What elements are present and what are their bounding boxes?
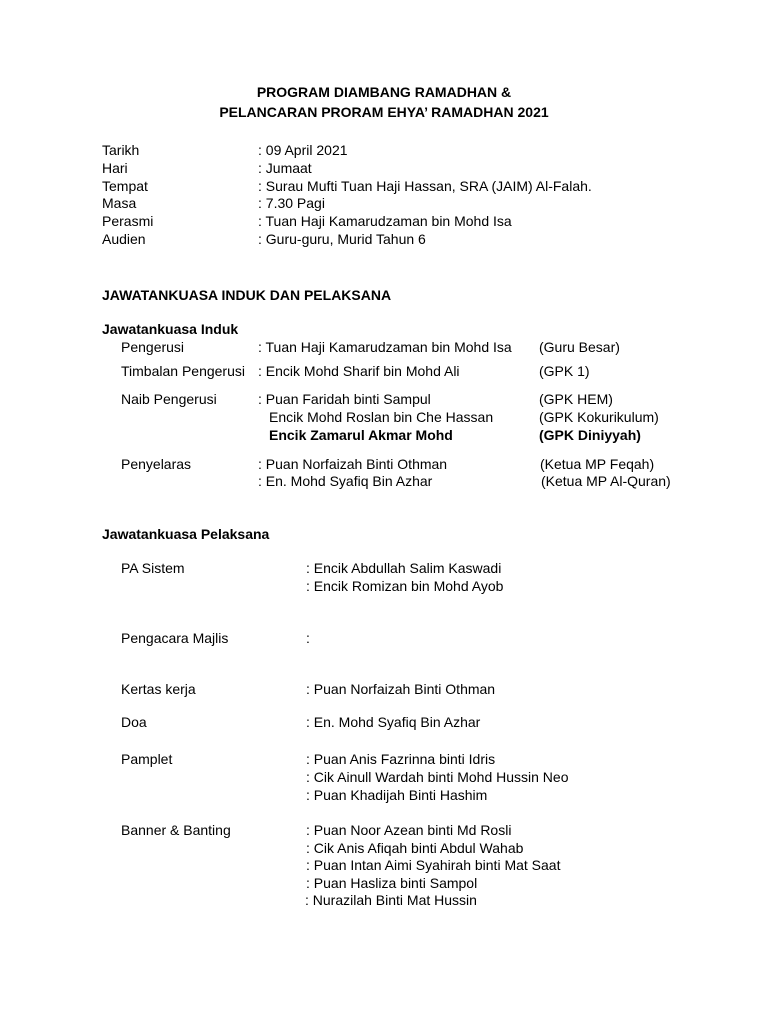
- induk-post-penyelaras-1: (Ketua MP Feqah): [540, 456, 655, 472]
- induk-role-naib: Naib Pengerusi: [121, 391, 217, 407]
- pelaksana-role-pengacara: Pengacara Majlis: [121, 630, 229, 646]
- pelaksana-role-doa: Doa: [121, 714, 147, 730]
- section-heading: JAWATANKUASA INDUK DAN PELAKSANA: [102, 287, 392, 303]
- induk-name-penyelaras-2: : En. Mohd Syafiq Bin Azhar: [258, 473, 433, 489]
- induk-name-naib-2: Encik Mohd Roslan bin Che Hassan: [269, 409, 494, 425]
- pelaksana-name: : Puan Noor Azean binti Md Rosli: [306, 822, 512, 838]
- pelaksana-name: : Cik Ainull Wardah binti Mohd Hussin Neo: [306, 769, 569, 785]
- pelaksana-name: : Puan Hasliza binti Sampol: [306, 875, 478, 891]
- info-value-tarikh: : 09 April 2021: [258, 142, 348, 158]
- pelaksana-role-pamplet: Pamplet: [121, 751, 173, 767]
- pelaksana-name: : Encik Romizan bin Mohd Ayob: [306, 578, 504, 594]
- pelaksana-name: : Puan Intan Aimi Syahirah binti Mat Saat: [306, 857, 561, 873]
- document-title-line2: PELANCARAN PRORAM EHYA’ RAMADHAN 2021: [219, 104, 549, 120]
- pelaksana-role-kertas-kerja: Kertas kerja: [121, 681, 196, 697]
- info-label-tarikh: Tarikh: [102, 142, 140, 158]
- induk-role-timbalan: Timbalan Pengerusi: [121, 363, 245, 379]
- induk-name-penyelaras-1: : Puan Norfaizah Binti Othman: [258, 456, 448, 472]
- pelaksana-name: : Puan Khadijah Binti Hashim: [306, 787, 488, 803]
- induk-post-penyelaras-2: (Ketua MP Al-Quran): [541, 473, 671, 489]
- pelaksana-name: : Cik Anis Afiqah binti Abdul Wahab: [306, 840, 524, 856]
- pelaksana-name: : Puan Norfaizah Binti Othman: [306, 681, 496, 697]
- pelaksana-name: : Puan Anis Fazrinna binti Idris: [306, 751, 496, 767]
- info-label-tempat: Tempat: [102, 178, 148, 194]
- induk-name-pengerusi: : Tuan Haji Kamarudzaman bin Mohd Isa: [258, 339, 512, 355]
- induk-post-pengerusi: (Guru Besar): [539, 339, 620, 355]
- pelaksana-role-banner: Banner & Banting: [121, 822, 231, 838]
- info-value-tempat: : Surau Mufti Tuan Haji Hassan, SRA (JAIM) Al-Falah.: [258, 178, 592, 194]
- info-label-audien: Audien: [102, 231, 146, 247]
- induk-heading: Jawatankuasa Induk: [102, 321, 239, 337]
- induk-name-timbalan: : Encik Mohd Sharif bin Mohd Ali: [258, 363, 460, 379]
- induk-post-naib-2: (GPK Kokurikulum): [539, 409, 659, 425]
- info-label-masa: Masa: [102, 195, 137, 211]
- pelaksana-name: : Nurazilah Binti Mat Hussin: [305, 892, 477, 908]
- induk-name-naib-1: : Puan Faridah binti Sampul: [258, 391, 431, 407]
- info-value-hari: : Jumaat: [258, 160, 312, 176]
- induk-post-naib-1: (GPK HEM): [539, 391, 613, 407]
- info-value-perasmi: : Tuan Haji Kamarudzaman bin Mohd Isa: [258, 213, 512, 229]
- induk-role-pengerusi: Pengerusi: [121, 339, 185, 355]
- induk-role-penyelaras: Penyelaras: [121, 456, 192, 472]
- induk-post-naib-3: (GPK Diniyyah): [539, 427, 641, 443]
- info-label-perasmi: Perasmi: [102, 213, 154, 229]
- pelaksana-role-pa-sistem: PA Sistem: [121, 560, 185, 576]
- info-label-hari: Hari: [102, 160, 128, 176]
- pelaksana-name: : Encik Abdullah Salim Kaswadi: [306, 560, 502, 576]
- pelaksana-heading: Jawatankuasa Pelaksana: [102, 526, 270, 542]
- document-title-line1: PROGRAM DIAMBANG RAMADHAN &: [256, 84, 512, 100]
- induk-name-naib-3: Encik Zamarul Akmar Mohd: [269, 427, 453, 443]
- info-value-audien: : Guru-guru, Murid Tahun 6: [258, 231, 426, 247]
- induk-post-timbalan: (GPK 1): [539, 363, 590, 379]
- pelaksana-name: :: [306, 630, 310, 646]
- pelaksana-name: : En. Mohd Syafiq Bin Azhar: [306, 714, 481, 730]
- info-value-masa: : 7.30 Pagi: [258, 195, 325, 211]
